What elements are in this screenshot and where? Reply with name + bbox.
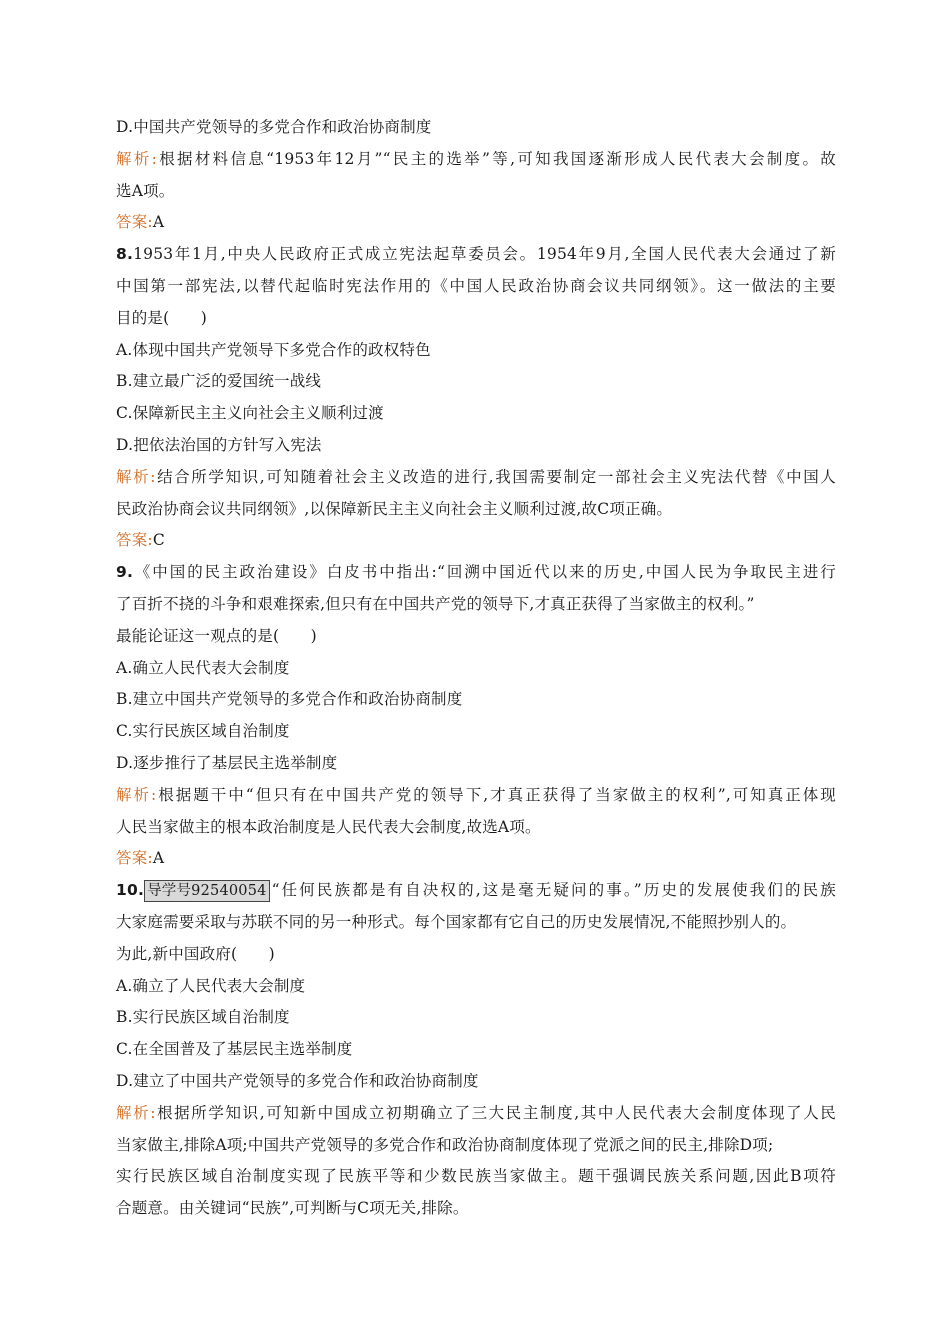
- answer-label: 答案:: [116, 213, 153, 232]
- q8-answer: [116, 525, 836, 557]
- answer-label: 答案:: [116, 531, 153, 550]
- stem-text: 《中国的民主政治建设》白皮书中指出:“回溯中国近代以来的历史,中国人民为争取民主进行: [133, 563, 836, 582]
- document-page: [116, 112, 836, 1225]
- q10-option-b: B.实行民族区域自治制度: [116, 1008, 290, 1027]
- answer-value: A: [152, 849, 165, 868]
- q8-stem-line-3: 目的是( ): [116, 308, 207, 327]
- analysis-label: 解析:: [116, 149, 158, 168]
- q8-stem-line-1: [116, 239, 836, 271]
- analysis-label: 解析:: [116, 467, 156, 486]
- analysis-label: 解析:: [116, 1103, 156, 1122]
- q9-option-d: D.逐步推行了基层民主选举制度: [116, 753, 338, 772]
- q7-analysis-line-1: [116, 144, 836, 176]
- q7-analysis-line-2: 选A项。: [116, 181, 175, 200]
- answer-value: A: [152, 213, 165, 232]
- question-number: 9.: [116, 563, 134, 582]
- q8-analysis-line-1: [116, 462, 836, 494]
- q9-option-c: C.实行民族区域自治制度: [116, 722, 290, 741]
- question-number: 10.: [116, 881, 145, 900]
- stem-text: 1953年1月,中央人民政府正式成立宪法起草委员会。1954年9月,全国人民代表大会通过了新: [133, 245, 836, 264]
- q9-option-b: B.建立中国共产党领导的多党合作和政治协商制度: [116, 690, 463, 709]
- q7-option-d: D.中国共产党领导的多党合作和政治协商制度: [116, 118, 432, 136]
- analysis-text: 根据所学知识,可知新中国成立初期确立了三大民主制度,其中人民代表大会制度体现了人民: [155, 1103, 837, 1122]
- q9-stem-line-1: [116, 557, 836, 589]
- q7-answer: [116, 207, 836, 239]
- guide-number-tag[interactable]: 导学号92540054: [144, 880, 270, 902]
- q9-stem-line-2: 了百折不挠的斗争和艰难探索,但只有在中国共产党的领导下,才真正获得了当家做主的权利。”: [116, 594, 755, 613]
- q10-stem-line-1: [116, 875, 836, 907]
- analysis-text: 结合所学知识,可知随着社会主义改造的进行,我国需要制定一部社会主义宪法代替《中国人: [155, 467, 837, 486]
- q9-analysis-line-1: [116, 780, 836, 812]
- answer-value: C: [152, 531, 165, 550]
- q8-option-d: D.把依法治国的方针写入宪法: [116, 435, 322, 454]
- answer-label: 答案:: [116, 849, 153, 868]
- question-number: 8.: [116, 245, 134, 264]
- q10-option-c: C.在全国普及了基层民主选举制度: [116, 1040, 353, 1059]
- q10-stem-line-3: 为此,新中国政府( ): [116, 944, 275, 963]
- q10-option-a: A.确立了人民代表大会制度: [116, 976, 306, 995]
- q10-analysis-line-2: 当家做主,排除A项;中国共产党领导的多党合作和政治协商制度体现了党派之间的民主,排除D项;: [116, 1135, 774, 1154]
- q9-option-a: A.确立人民代表大会制度: [116, 658, 290, 677]
- q9-answer: [116, 843, 836, 875]
- analysis-text: 根据题干中“但只有在中国共产党的领导下,才真正获得了当家做主的权利”,可知真正体现: [156, 785, 837, 804]
- q8-option-a: A.体现中国共产党领导下多党合作的政权特色: [116, 340, 431, 359]
- q10-analysis-line-1: [116, 1098, 836, 1130]
- q8-stem-line-2: 中国第一部宪法,以替代起临时宪法作用的《中国人民政治协商会议共同纲领》。这一做法的主要: [116, 276, 836, 295]
- analysis-text: 根据材料信息“1953年12月”“民主的选举”等,可知我国逐渐形成人民代表大会制度。故: [157, 149, 836, 168]
- analysis-label: 解析:: [116, 785, 157, 804]
- stem-text: “任何民族都是有自决权的,这是毫无疑问的事。”历史的发展使我们的民族: [271, 881, 836, 900]
- q9-stem-line-3: 最能论证这一观点的是( ): [116, 626, 317, 645]
- q10-option-d: D.建立了中国共产党领导的多党合作和政治协商制度: [116, 1071, 479, 1090]
- q9-analysis-line-2: 人民当家做主的根本政治制度是人民代表大会制度,故选A项。: [116, 817, 541, 836]
- q10-analysis-line-3: 实行民族区域自治制度实现了民族平等和少数民族当家做主。题干强调民族关系问题,因此B项符: [116, 1167, 836, 1186]
- q8-option-b: B.建立最广泛的爱国统一战线: [116, 372, 322, 391]
- q10-analysis-line-4: 合题意。由关键词“民族”,可判断与C项无关,排除。: [116, 1199, 469, 1218]
- q8-option-c: C.保障新民主主义向社会主义顺利过渡: [116, 404, 384, 423]
- q10-stem-line-2: 大家庭需要采取与苏联不同的另一种形式。每个国家都有它自己的历史发展情况,不能照抄别人的。: [116, 912, 797, 931]
- q8-analysis-line-2: 民政治协商会议共同纲领》,以保障新民主主义向社会主义顺利过渡,故C项正确。: [116, 499, 673, 518]
